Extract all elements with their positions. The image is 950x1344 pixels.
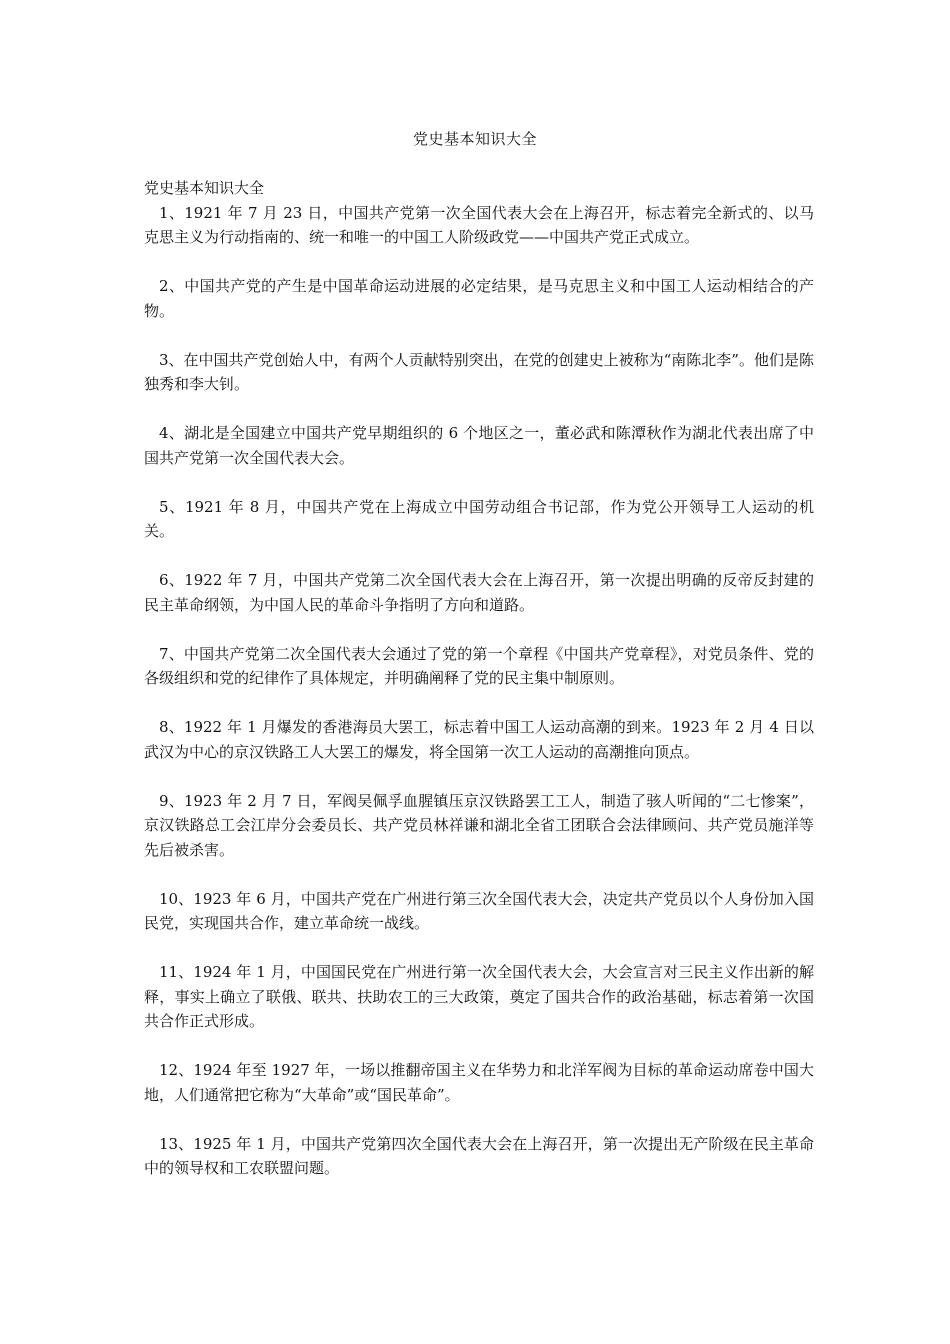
paragraph-1: 1、1921 年 7 月 23 日，中国共产党第一次全国代表大会在上海召开，标志着完全新式的、以马克思主义为行动指南的、统一和唯一的中国工人阶级政党——中国共产党正式成立。 [144, 203, 814, 246]
paragraph-12: 12、1924 年至 1927 年，一场以推翻帝国主义在华势力和北洋军阀为目标的革命运动席卷中国大地，人们通常把它称为“大革命”或“国民革命”。 [144, 1061, 814, 1104]
paragraph-7: 7、中国共产党第二次全国代表大会通过了党的第一个章程《中国共产党章程》，对党员条件、党的各级组织和党的纪律作了具体规定，并明确阐释了党的民主集中制原则。 [144, 644, 814, 687]
paragraph-6: 6、1922 年 7 月，中国共产党第二次全国代表大会在上海召开，第一次提出明确的反帝反封建的民主革命纲领，为中国人民的革命斗争指明了方向和道路。 [144, 571, 814, 614]
paragraph-2: 2、中国共产党的产生是中国革命运动进展的必定结果，是马克思主义和中国工人运动相结合的产物。 [144, 277, 814, 320]
paragraph-9: 9、1923 年 2 月 7 日，军阀吴佩孚血腥镇压京汉铁路罢工工人，制造了骇人听闻的“二七惨案”，京汉铁路总工会江岸分会委员长、共产党员林祥谦和湖北全省工团联合会法律顾问、共产党员施洋等先后被杀害。 [144, 791, 814, 859]
paragraph-10: 10、1923 年 6 月，中国共产党在广州进行第三次全国代表大会，决定共产党员以个人身份加入国民党，实现国共合作，建立革命统一战线。 [144, 889, 814, 932]
paragraph-4: 4、湖北是全国建立中国共产党早期组织的 6 个地区之一，董必武和陈潭秋作为湖北代表出席了中国共产党第一次全国代表大会。 [144, 424, 814, 467]
paragraph-5: 5、1921 年 8 月，中国共产党在上海成立中国劳动组合书记部，作为党公开领导工人运动的机关。 [144, 497, 814, 540]
document-title: 党史基本知识大全 [412, 130, 537, 148]
paragraph-8: 8、1922 年 1 月爆发的香港海员大罢工，标志着中国工人运动高潮的到来。1923 年 2 月 4 日以武汉为中心的京汉铁路工人大罢工的爆发，将全国第一次工人运动的高潮推向顶点。 [144, 718, 814, 761]
paragraph-11: 11、1924 年 1 月，中国国民党在广州进行第一次全国代表大会，大会宣言对三民主义作出新的解释，事实上确立了联俄、联共、扶助农工的三大政策，奠定了国共合作的政治基础，标志着第一次国共合作正式形成。 [144, 963, 814, 1030]
document-body [144, 176, 814, 1181]
paragraph-3: 3、在中国共产党创始人中，有两个人贡献特别突出，在党的创建史上被称为“南陈北李”。他们是陈独秀和李大钊。 [144, 350, 814, 393]
document-subtitle: 党史基本知识大全 [144, 179, 265, 197]
paragraph-13: 13、1925 年 1 月，中国共产党第四次全国代表大会在上海召开，第一次提出无产阶级在民主革命中的领导权和工农联盟问题。 [144, 1134, 814, 1177]
